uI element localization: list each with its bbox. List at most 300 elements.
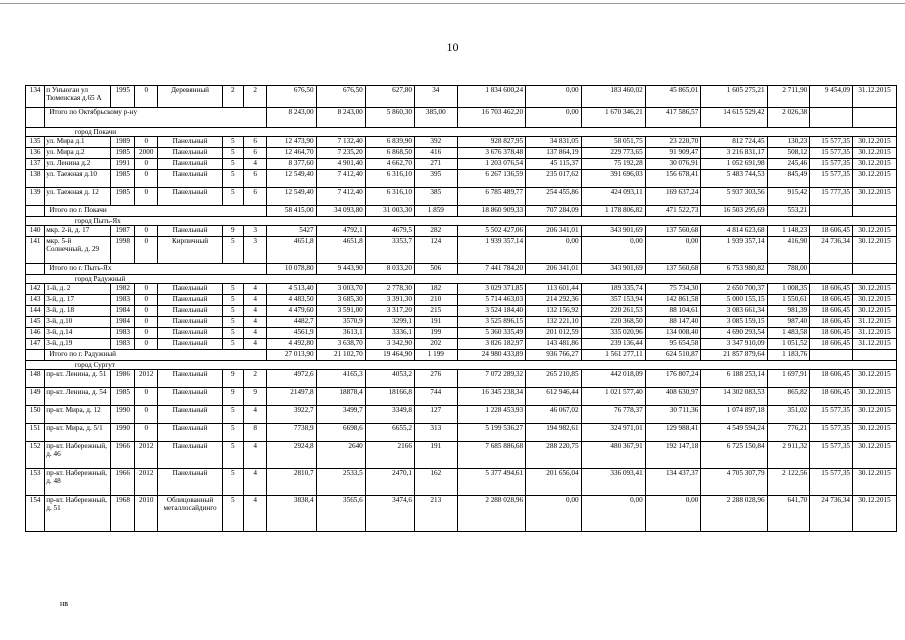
table-cell: 31.12.2015	[853, 339, 897, 350]
table-cell: 3838,4	[267, 496, 316, 532]
table-cell: 30.12.2015	[853, 137, 897, 148]
table-cell: 206 341,01	[526, 226, 582, 237]
table-cell: 30.12.2015	[853, 170, 897, 188]
table-cell: 3 391,30	[365, 295, 414, 306]
section-row	[26, 361, 897, 370]
table-cell: 5	[222, 295, 243, 306]
table-cell: 7 132,40	[316, 137, 365, 148]
table-cell: 987,40	[767, 317, 810, 328]
table-cell: 3 029 371,85	[457, 284, 525, 295]
table-cell: 15 577,35	[810, 159, 853, 170]
table-cell: 201 012,59	[526, 328, 582, 339]
table-cell: 0	[134, 306, 158, 317]
total-cell: 16 503 295,69	[701, 206, 767, 217]
table-cell: 5	[222, 159, 243, 170]
table-cell: Панельный	[158, 406, 222, 424]
table-cell: 5 360 335,49	[457, 328, 525, 339]
table-cell: 4	[243, 339, 267, 350]
table-cell: 812 724,45	[701, 137, 767, 148]
table-cell: 627,80	[365, 86, 414, 108]
table-cell: 313	[414, 424, 457, 442]
table-cell: 0,00	[526, 86, 582, 108]
table-cell: 30.12.2015	[853, 388, 897, 406]
table-cell: 0,00	[526, 237, 582, 264]
table-cell: 0	[134, 317, 158, 328]
table-cell: 2012	[134, 370, 158, 388]
table-cell: 213	[414, 496, 457, 532]
table-cell: 3499,7	[316, 406, 365, 424]
table-cell: 15 577,35	[810, 406, 853, 424]
section-spacer	[26, 361, 45, 370]
table-cell: Панельный	[158, 317, 222, 328]
table-cell: 30.12.2015	[853, 226, 897, 237]
table-cell: 282	[414, 226, 457, 237]
table-cell: 4	[243, 328, 267, 339]
table-cell: Панельный	[158, 170, 222, 188]
table-cell: 0	[134, 86, 158, 108]
table-row	[26, 188, 897, 206]
table-cell: 1985	[111, 170, 135, 188]
table-cell: 30.12.2015	[853, 370, 897, 388]
footer-mark: нв	[60, 599, 69, 608]
total-cell: 624 510,87	[645, 350, 701, 361]
table-cell: 3922,7	[267, 406, 316, 424]
table-cell: 2	[243, 86, 267, 108]
address-cell: ул. Таежная д. 12	[45, 188, 111, 206]
table-cell: 1987	[111, 226, 135, 237]
section-row	[26, 128, 897, 137]
table-cell: 3570,9	[316, 317, 365, 328]
address-cell: ул. Ленина д.2	[45, 159, 111, 170]
page-number: 10	[446, 40, 459, 54]
table-cell: 5	[222, 406, 243, 424]
table-cell: 127	[414, 406, 457, 424]
total-row	[26, 206, 897, 217]
total-cell: 471 522,73	[645, 206, 701, 217]
table-cell: Панельный	[158, 306, 222, 317]
total-cell: 1 670 346,21	[581, 108, 645, 128]
table-cell: 6	[243, 170, 267, 188]
table-cell: 31.12.2015	[853, 86, 897, 108]
table-cell: 9	[222, 388, 243, 406]
table-cell: 5	[222, 442, 243, 469]
table-cell: 7 685 886,68	[457, 442, 525, 469]
table-cell: 229 773,65	[581, 148, 645, 159]
table-cell: 6 188 253,14	[701, 370, 767, 388]
table-cell: 0,00	[645, 237, 701, 264]
row-number: 141	[26, 237, 45, 264]
table-cell: 0	[134, 328, 158, 339]
table-cell: 1995	[111, 86, 135, 108]
table-cell: 134 008,40	[645, 328, 701, 339]
table-cell: 1990	[111, 406, 135, 424]
table-row	[26, 237, 897, 264]
table-cell: 124	[414, 237, 457, 264]
total-cell: 137 560,68	[645, 264, 701, 275]
table-cell: 4651,8	[267, 237, 316, 264]
total-cell: 10 078,80	[267, 264, 316, 275]
table-cell: 3 826 182,97	[457, 339, 525, 350]
table-row	[26, 86, 897, 108]
table-cell: Панельный	[158, 284, 222, 295]
table-cell: 2533,5	[316, 469, 365, 496]
table-cell: 2	[243, 370, 267, 388]
table-cell: 5	[222, 237, 243, 264]
table-cell: 0	[134, 159, 158, 170]
address-cell: 3-й, д.14	[45, 328, 111, 339]
total-cell: 2 026,38	[767, 108, 810, 128]
row-number: 149	[26, 388, 45, 406]
table-cell: 2 711,90	[767, 86, 810, 108]
table-cell: 30.12.2015	[853, 496, 897, 532]
total-cell: 506	[414, 264, 457, 275]
table-cell: 7 235,20	[316, 148, 365, 159]
table-cell: 408 630,97	[645, 388, 701, 406]
table-cell: 12 473,90	[267, 137, 316, 148]
table-cell: 46 067,02	[526, 406, 582, 424]
table-cell: 3 342,90	[365, 339, 414, 350]
total-cell	[853, 206, 897, 217]
section-title: город Покачи	[45, 128, 897, 137]
table-cell: 1985	[111, 148, 135, 159]
address-cell: ул. Таежная д.10	[45, 170, 111, 188]
table-row	[26, 328, 897, 339]
table-cell: 4 479,60	[267, 306, 316, 317]
table-cell: 0	[134, 237, 158, 264]
table-cell: 75 192,28	[581, 159, 645, 170]
table-cell: 189 335,74	[581, 284, 645, 295]
table-cell: 5	[222, 148, 243, 159]
table-cell: 1 074 897,18	[701, 406, 767, 424]
total-cell: 385,00	[414, 108, 457, 128]
table-row	[26, 159, 897, 170]
table-cell: 865,82	[767, 388, 810, 406]
table-cell: 1 052 691,98	[701, 159, 767, 170]
table-cell: 3 003,70	[316, 284, 365, 295]
total-cell: 8 243,00	[316, 108, 365, 128]
table-cell: 2012	[134, 469, 158, 496]
total-spacer	[26, 350, 45, 361]
table-cell: Панельный	[158, 469, 222, 496]
table-row	[26, 424, 897, 442]
row-number: 144	[26, 306, 45, 317]
table-cell: 7 412,40	[316, 170, 365, 188]
table-cell: 0	[134, 284, 158, 295]
table-cell: 3 347 910,09	[701, 339, 767, 350]
table-cell: 45 115,37	[526, 159, 582, 170]
total-cell: 707 284,09	[526, 206, 582, 217]
table-cell: 1 008,35	[767, 284, 810, 295]
table-cell: 385	[414, 188, 457, 206]
table-cell: 391 696,03	[581, 170, 645, 188]
table-cell: 4 492,80	[267, 339, 316, 350]
table-cell: 357 153,94	[581, 295, 645, 306]
table-cell: 1968	[111, 496, 135, 532]
table-cell: 194 982,61	[526, 424, 582, 442]
table-cell: 6 839,90	[365, 137, 414, 148]
table-cell: 1998	[111, 237, 135, 264]
total-cell: 58 415,00	[267, 206, 316, 217]
table-cell: 0	[134, 406, 158, 424]
table-cell: 4	[243, 469, 267, 496]
table-cell: 5	[222, 339, 243, 350]
table-cell: 0	[134, 170, 158, 188]
table-cell: 30.12.2015	[853, 284, 897, 295]
row-number: 143	[26, 295, 45, 306]
total-row	[26, 264, 897, 275]
table-cell: 2924,8	[267, 442, 316, 469]
table-cell: 5	[222, 317, 243, 328]
table-cell: 6 316,10	[365, 188, 414, 206]
address-cell: пр-кт. Ленина, д. 54	[45, 388, 111, 406]
scan-top-line	[0, 3, 905, 4]
table-cell: Панельный	[158, 328, 222, 339]
table-cell: 2 288 028,96	[701, 496, 767, 532]
table-cell: 1966	[111, 469, 135, 496]
table-cell: 34 831,05	[526, 137, 582, 148]
table-cell: 0,00	[526, 496, 582, 532]
address-cell: пр-кт. Мира, д. 12	[45, 406, 111, 424]
table-cell: 15 577,35	[810, 137, 853, 148]
total-row	[26, 350, 897, 361]
table-cell: 4	[243, 406, 267, 424]
table-cell: 981,39	[767, 306, 810, 317]
address-cell: ул. Мира д.2	[45, 148, 111, 159]
table-cell: 4 690 293,54	[701, 328, 767, 339]
total-cell	[810, 206, 853, 217]
table-cell: 2 288 028,96	[457, 496, 525, 532]
table-cell: 176 807,24	[645, 370, 701, 388]
table-cell: 12 549,40	[267, 170, 316, 188]
table-cell: 276	[414, 370, 457, 388]
table-cell: 5427	[267, 226, 316, 237]
total-cell: 1 183,76	[767, 350, 810, 361]
row-number: 137	[26, 159, 45, 170]
table-cell: 4 662,70	[365, 159, 414, 170]
table-cell: 30.12.2015	[853, 442, 897, 469]
row-number: 136	[26, 148, 45, 159]
table-cell: 134 437,37	[645, 469, 701, 496]
table-cell: 24 736,34	[810, 237, 853, 264]
table-cell: 31.12.2015	[853, 317, 897, 328]
total-row	[26, 108, 897, 128]
table-cell: 3353,7	[365, 237, 414, 264]
table-cell: 3 685,30	[316, 295, 365, 306]
table-cell: 612 946,44	[526, 388, 582, 406]
table-cell: 192 147,18	[645, 442, 701, 469]
table-cell: 1 697,91	[767, 370, 810, 388]
table-cell: 641,70	[767, 496, 810, 532]
table-cell: 395	[414, 170, 457, 188]
table-cell: 0	[134, 226, 158, 237]
total-cell: 1 178 806,82	[581, 206, 645, 217]
table-cell: 1966	[111, 442, 135, 469]
table-cell: 744	[414, 388, 457, 406]
table-cell: 245,46	[767, 159, 810, 170]
table-cell: 1 483,58	[767, 328, 810, 339]
table-cell: Панельный	[158, 388, 222, 406]
table-cell: 76 778,37	[581, 406, 645, 424]
total-label: Итого по г. Покачи	[45, 206, 267, 217]
table-cell: 0,00	[581, 237, 645, 264]
address-cell: пр-кт. Мира, д. 5/1	[45, 424, 111, 442]
table-row	[26, 370, 897, 388]
table-cell: 18 606,45	[810, 295, 853, 306]
table-cell: 0	[134, 137, 158, 148]
table-cell: 5	[222, 469, 243, 496]
table-cell: 0	[134, 339, 158, 350]
table-cell: 18 606,45	[810, 388, 853, 406]
table-cell: 1986	[111, 370, 135, 388]
table-cell: 254 455,86	[526, 188, 582, 206]
table-cell: 7 072 289,32	[457, 370, 525, 388]
table-cell: 88 104,61	[645, 306, 701, 317]
address-cell: пр-кт. Набережный, д. 46	[45, 442, 111, 469]
table-row	[26, 496, 897, 532]
table-cell: 75 734,30	[645, 284, 701, 295]
table-row	[26, 148, 897, 159]
table-cell: 4 513,40	[267, 284, 316, 295]
housing-registry-table	[25, 85, 897, 532]
table-cell: 4679,5	[365, 226, 414, 237]
table-cell: 3299,1	[365, 317, 414, 328]
table-cell: 4651,8	[316, 237, 365, 264]
table-cell: 1985	[111, 188, 135, 206]
table-cell: 23 220,70	[645, 137, 701, 148]
table-cell: 58 051,75	[581, 137, 645, 148]
table-cell: 3 676 378,48	[457, 148, 525, 159]
table-cell: 199	[414, 328, 457, 339]
table-cell: 6 725 150,84	[701, 442, 767, 469]
registry-body	[26, 86, 897, 532]
total-cell: 21 102,70	[316, 350, 365, 361]
table-cell: 30.12.2015	[853, 424, 897, 442]
table-cell: 30 076,91	[645, 159, 701, 170]
total-spacer	[26, 108, 45, 128]
table-cell: 324 971,01	[581, 424, 645, 442]
table-cell: 1983	[111, 295, 135, 306]
table-cell: Панельный	[158, 226, 222, 237]
total-cell: 206 341,01	[526, 264, 582, 275]
total-cell: 31 003,30	[365, 206, 414, 217]
table-cell: 15 577,35	[810, 170, 853, 188]
table-cell: 18166,8	[365, 388, 414, 406]
total-cell: 27 013,90	[267, 350, 316, 361]
table-cell: 30.12.2015	[853, 469, 897, 496]
address-cell: 3-й, д.10	[45, 317, 111, 328]
table-cell: 3 525 896,15	[457, 317, 525, 328]
total-cell: 5 860,30	[365, 108, 414, 128]
table-cell: 2 778,30	[365, 284, 414, 295]
table-cell: 4053,2	[365, 370, 414, 388]
table-cell: Панельный	[158, 295, 222, 306]
table-cell: 0,00	[645, 496, 701, 532]
table-cell: 4 549 594,24	[701, 424, 767, 442]
table-cell: 182	[414, 284, 457, 295]
row-number: 151	[26, 424, 45, 442]
table-cell: 6	[243, 188, 267, 206]
table-cell: 4	[243, 496, 267, 532]
table-cell: 91 909,47	[645, 148, 701, 159]
table-cell: 271	[414, 159, 457, 170]
total-cell: 19 464,90	[365, 350, 414, 361]
table-cell: 5 502 427,06	[457, 226, 525, 237]
table-cell: 30.12.2015	[853, 295, 897, 306]
address-cell: 1-й, д. 2	[45, 284, 111, 295]
table-cell: 5 483 744,53	[701, 170, 767, 188]
table-cell: 30 711,36	[645, 406, 701, 424]
table-row	[26, 469, 897, 496]
table-cell: 201 656,04	[526, 469, 582, 496]
table-cell: 1984	[111, 317, 135, 328]
table-cell: 156 678,41	[645, 170, 701, 188]
table-cell: 4972,6	[267, 370, 316, 388]
table-cell: 4 705 307,79	[701, 469, 767, 496]
address-cell: мкр. 2-й, д. 17	[45, 226, 111, 237]
address-cell: 3-й, д.19	[45, 339, 111, 350]
table-cell: 12 464,70	[267, 148, 316, 159]
table-cell: 215	[414, 306, 457, 317]
table-cell: 31.12.2015	[853, 328, 897, 339]
table-cell: 142 861,58	[645, 295, 701, 306]
section-title: город Радужный	[45, 275, 897, 284]
total-cell	[853, 108, 897, 128]
table-cell: 1 148,23	[767, 226, 810, 237]
table-cell: 4	[243, 159, 267, 170]
table-cell: 14 302 083,53	[701, 388, 767, 406]
table-cell: 18 606,45	[810, 370, 853, 388]
table-cell: 928 827,95	[457, 137, 525, 148]
total-cell: 6 753 980,82	[701, 264, 767, 275]
total-label: Итого по г. Пыть-Ях	[45, 264, 267, 275]
total-cell: 14 615 529,42	[701, 108, 767, 128]
table-cell: 220 368,50	[581, 317, 645, 328]
table-cell: 5	[222, 137, 243, 148]
table-cell: 351,02	[767, 406, 810, 424]
table-cell: 4165,3	[316, 370, 365, 388]
total-cell: 343 901,69	[581, 264, 645, 275]
row-number: 148	[26, 370, 45, 388]
table-cell: 1990	[111, 424, 135, 442]
address-cell: ул. Мира д.1	[45, 137, 111, 148]
total-cell: 18 860 909,33	[457, 206, 525, 217]
table-cell: 15 577,35	[810, 148, 853, 159]
table-cell: Панельный	[158, 424, 222, 442]
table-cell: Панельный	[158, 188, 222, 206]
table-cell: 3 524 184,40	[457, 306, 525, 317]
table-cell: 18 606,45	[810, 339, 853, 350]
table-cell: 5 000 155,15	[701, 295, 767, 306]
table-cell: 416,90	[767, 237, 810, 264]
table-cell: 5 199 536,27	[457, 424, 525, 442]
table-cell: 9	[222, 370, 243, 388]
total-label: Итого по Октябрьскому р-ну	[45, 108, 267, 128]
table-cell: 30.12.2015	[853, 188, 897, 206]
table-cell: 3 591,00	[316, 306, 365, 317]
table-cell: 1983	[111, 328, 135, 339]
table-cell: 210	[414, 295, 457, 306]
total-cell: 8 033,20	[365, 264, 414, 275]
table-cell: 288 220,75	[526, 442, 582, 469]
table-cell: 12 549,40	[267, 188, 316, 206]
total-cell: 8 243,00	[267, 108, 316, 128]
section-spacer	[26, 128, 45, 137]
section-row	[26, 275, 897, 284]
table-cell: 4 814 623,68	[701, 226, 767, 237]
table-cell: 3336,1	[365, 328, 414, 339]
table-cell: 845,49	[767, 170, 810, 188]
table-cell: 202	[414, 339, 457, 350]
